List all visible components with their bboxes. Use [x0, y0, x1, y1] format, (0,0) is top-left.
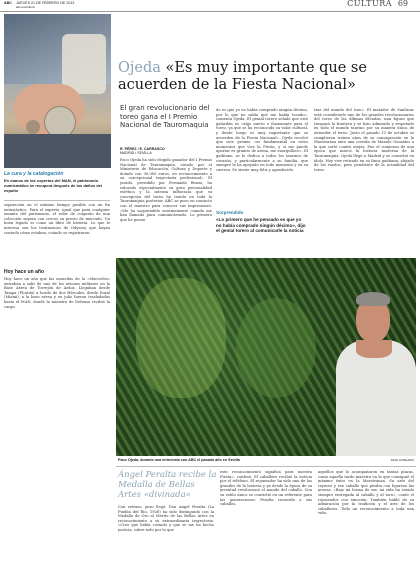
ojeda-photo	[116, 258, 416, 456]
side-article-body-1: separación en el mínimo tiempo posible con un fin entusiástico. Para el experto, igual que para cualquier amante del patrimonio, el valor de conjunto de una colección supera con creces su precio de mercado. Un buen legado es como un libro de historia. Lo que le interesa son los testimonios de Odyssey que hayan contado cómo estaban, cuándo se registraron.	[4, 203, 110, 235]
bottom-article-col-1: Con retraso, pero llegó. Don Ángel Peralta (La Puebla del Río, 1926) ha sido distinguido con la Medalla de Oro al Mérito de las Bellas Artes en reconocimiento a su extraordinaria trayectoria. «Creo que había costado y que se me ha hecho justicia, sobre todo por lo que	[118, 505, 214, 532]
byline-location: MADRID / SEVILLA	[120, 151, 152, 155]
headline-quote: «Es muy importante que se acuerden de la Fiesta Nacional»	[118, 60, 367, 93]
article-deck: El gran revolucionario del toreo gana el I Premio Nacional de Tauromaquia	[120, 104, 210, 130]
issue-date: JUEVES 21 DE FEBRERO DE 2013	[16, 1, 75, 5]
bottom-article-title: Ángel Peralta recibe la Medalla de Bellas Artes «divinada»	[118, 470, 217, 500]
side-article-heading: Hoy hace un año	[4, 269, 45, 275]
bottom-article-col-3: aquellos que lo acompañaron en tantas plazas, como aquella tarde maestra en la que consiguió el máximo éxito en la Maestranza. Su arte del rejoneo y ese caballo que pisaba con ligereza las arenas. «Bajo mi forma de ser, mi vida ha estado siempre entregada al caballo y al toro», contó el rejoneador con emoción. También habló de su admiración por la tradición y el arte de los caballeros. Todo un reconocimiento a toda una vida.	[318, 470, 414, 516]
pullquote-heading: Sorprendido	[216, 210, 244, 215]
photo-caption: Paco Ojeda, durante una entrevista con ABC el pasado año en Sevilla	[118, 458, 240, 462]
restoration-photo	[4, 14, 111, 168]
article-column-2: do es que yo no había comprado ningún décimo, por lo que no sabía qué me había tocado», comenta Ojeda. El genial torero señaló que este galardón es «algo nuevo e ilusionante para el toreo, ya que se ha reconocido su valor cultural, y desde luego es muy importante que se acuerden de la Fiesta Nacional». Ojeda recalcó que este premio «es fundamental en estos momentos que vive la Fiesta, y sí me puede aportar es granito de arena, me enorgullece». El gaditano, se lo dedica a todos los taurinos de corazón, y particularmente a su familia, que siempre le ha apoyado en todo momento y en su carrera. Se siente muy feliz y agradecido.	[216, 108, 308, 172]
photo-caption-title: La cura y la catalogación	[4, 171, 64, 177]
photo-caption-text: En manos de los expertos del MAN, el patrimonio numismático se recupera después de los daños del expolio	[4, 178, 103, 193]
photo-credit: RAÚL DOBLADO	[390, 458, 414, 462]
pullquote-text: «Lo primero que he pensado es que yo no había comprado ningún décimo», dijo el genial torero al comunicarle la noticia	[216, 217, 306, 234]
main-headline	[118, 60, 414, 94]
site-url: abc.es/cultura	[16, 5, 35, 9]
article-column-3: tras del mundo del toro». El matador de Sanlúcar está considerado uno de los grandes revolucionarios del toreo de las últimas décadas, una figura que traspasó la frontera y se hizo admirado y respetado en todo el mundo taurino por su manera única de entender el toreo. Justo el pasado 12 de octubre se cumplieron treinta años de su consagración en la Maestranza ante una corrida de Manolo González a la que cortó cuatro orejas. Fue el comienzo de una época que marcó la historia moderna de la Tauromaquia. Ojeda llegó a Madrid y se convirtió en ídolo. Hoy vive retirado en su finca gaditana, alejado de los ruedos, pero pendiente de la actualidad del toreo.	[314, 108, 414, 172]
bottom-article-col-2: este reconocimiento significa para nuestra Fiesta», confesó. El caballero recibió la noticia por el teléfono. El rejoneador ha sido uno de los grandes de la historia y ya desde la época de su juventud revolucionó el mundo del caballo. Con su estilo único se convirtió en un referente para las generaciones. Peralta recuerda a sus caballos.	[220, 470, 312, 507]
section-name: CULTURA	[347, 0, 392, 8]
page-number: 69	[397, 0, 408, 8]
article-column-1: Paco Ojeda ha sido elegido ganador del I Premio Nacional de Tauromaquia, creado por el Ministerio de Educación, Cultura y Deporte y dotado con 30.000 euros, en reconocimiento a su «excepcional trayectoria profesional». El jurado, presidido por Fernando Benzo, ha valorado especialmente su gran personalidad estética y la intensa influencia que su concepción del toreo ha tenido en toda la Tauromaquia posterior. ABC se puso en contacto con el maestro para conocer sus impresiones: «Me ha sorprendido enormemente cuando me han llamado para comunicármelo. Lo primero que he pensa-	[120, 158, 212, 222]
headline-name: Ojeda	[118, 60, 161, 76]
byline: R. PÉREZ / E. CARRASCO	[120, 147, 165, 151]
newspaper-brand: ABC	[4, 1, 12, 5]
side-article-body-2: Hoy hace un año que las monedas de la «Mercedes» entraban a salir de uno de los aviones militares en la Base Aérea de Torrejón de Ardoz. Llegaban desde Tampa (Florida) a bordo de dos Hércules, desde Doral (Miami), a la base aérea y en julio fueron trasladadas hasta el MAN, donde la ministra de Defensa recibió la carga.	[4, 277, 110, 309]
